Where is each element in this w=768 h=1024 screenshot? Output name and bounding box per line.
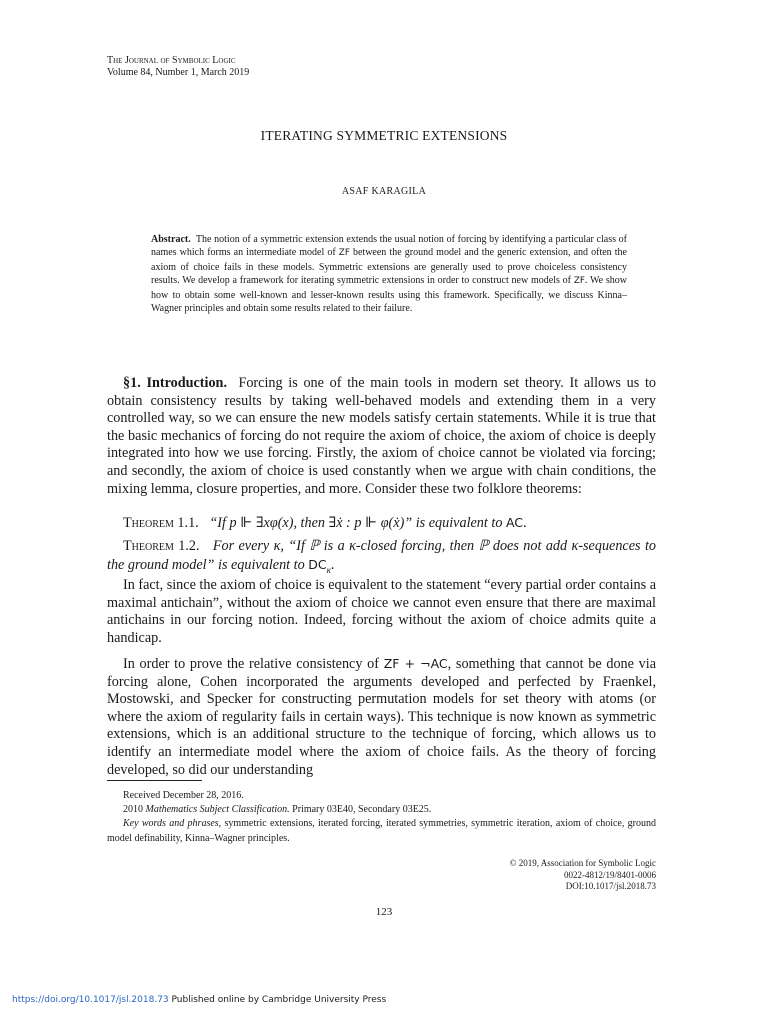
theorem-1-1-ac: AC — [505, 515, 524, 530]
footnote-divider — [107, 780, 202, 781]
abstract-zf-1: ZF — [338, 248, 350, 259]
journal-name: The Journal of Symbolic Logic — [107, 55, 236, 66]
intro-paragraph-3 — [107, 655, 656, 779]
paper-title: ITERATING SYMMETRIC EXTENSIONS — [260, 128, 508, 143]
para3-text-b: , something that cannot be done via forcing alone, Cohen incorporated the arguments developed and perfected by Fraenkel, Mostowski, and Specker for constructing permutation models for set theory with atoms (or where the axiom of regularity fails in certain ways). This technique is now known as symmetric extensions, which is an additional structure to the technique of forcing, which allows us to identify an intermediate model where the axiom of choice fails. As the theory of forcing developed, so did our understanding — [107, 656, 656, 778]
theorem-1-2-label: Theorem 1.2. — [123, 538, 200, 554]
abstract — [151, 233, 627, 315]
theorem-1-2-dc: DC — [308, 556, 327, 572]
abstract-text-a: The notion of a symmetric extension extends the usual notion of forcing by identifying a particular class of names which forms an intermediate model of — [151, 234, 627, 259]
msc-value: Primary 03E40, Secondary 03E25. — [289, 804, 432, 816]
theorem-1-1-statement: “If p ⊩ ∃xφ(x), then ∃ẋ : p ⊩ φ(ẋ)” is equivalent to — [209, 515, 506, 531]
section-heading: §1. Introduction. — [123, 375, 227, 391]
theorem-1-1 — [107, 514, 656, 533]
copyright-block — [400, 858, 656, 893]
bottom-bar — [12, 995, 386, 1005]
page-number: 123 — [375, 906, 393, 918]
theorem-1-2 — [107, 538, 656, 579]
para3-text-a: In order to prove the relative consistency of — [123, 656, 384, 672]
journal-volume: Volume 84, Number 1, March 2019 — [107, 67, 250, 78]
copyright-line: © 2019, Association for Symbolic Logic — [509, 858, 656, 868]
theorem-1-2-sub: κ — [326, 564, 331, 575]
published-text: Published online by Cambridge University Press — [168, 995, 387, 1005]
paper-author: ASAF KARAGILA — [341, 186, 427, 197]
abstract-text-c: . We show how to obtain some well-known and lesser-known results using this framework. Specifically, we discuss Kinna–Wagner principles and obtain some results related to their failure. — [151, 275, 628, 315]
doi-line: DOI:10.1017/jsl.2018.73 — [565, 881, 656, 891]
theorem-1-2-end: . — [330, 556, 335, 573]
intro-paragraph-1 — [107, 375, 656, 498]
journal-header — [107, 55, 249, 79]
doi-link[interactable]: https://doi.org/10.1017/jsl.2018.73 — [12, 995, 169, 1005]
keywords-value: , symmetric extensions, iterated forcing, iterated symmetries, symmetric iteration, axiom of choice, ground model definability, Kinna–Wagner principles. — [107, 818, 656, 844]
msc-label: Mathematics Subject Classification. — [145, 804, 290, 816]
footnotes — [107, 789, 656, 846]
theorem-1-1-end: . — [523, 515, 527, 531]
intro-text: Forcing is one of the main tools in modern set theory. It allows us to obtain consistency results by taking well-behaved models and extending them in a very controlled way, so we can ensure the new models satisfy certain statements. While it is true that the basic mechanics of forcing do not require the axiom of choice, the axiom of choice is deeply integrated into how we use forcing. Firstly, the axiom of choice cannot be violated via forcing; and secondly, the axiom of choice is used constantly when we argue with chain conditions, the mixing lemma, closure properties, and more. Consider these two folklore theorems: — [107, 375, 657, 497]
theorem-1-1-label: Theorem 1.1. — [123, 515, 199, 531]
keywords-label: Key words and phrases — [123, 818, 219, 830]
keywords — [107, 817, 656, 845]
msc-classification — [107, 803, 656, 817]
abstract-zf-2: ZF — [573, 276, 585, 287]
abstract-label: Abstract. — [151, 234, 191, 245]
para3-zf-not-ac: ZF + ¬AC — [383, 656, 448, 671]
abstract-text-b: between the ground model and the generic extension, and often the axiom of choice fails in these models. Symmetric extensions are generally used to prove choiceless consistency results. We develop a framework for iterating symmetric extensions in order to construct new models of — [151, 247, 628, 287]
issn-line: 0022-4812/19/8401-0006 — [564, 869, 656, 880]
intro-paragraph-2: In fact, since the axiom of choice is equivalent to the statement “every partial order contains a maximal antichain”, without the axiom of choice we cannot even ensure that there are maximal antichains in our forcing notion. Indeed, forcing without the axiom of choice admits quite a handicap. — [107, 577, 657, 646]
msc-year: 2010 — [123, 804, 146, 816]
theorem-1-2-statement: For every κ, “If ℙ is a κ-closed forcing, then ℙ does not add κ-sequences to the ground model” is equivalent to — [107, 538, 656, 573]
received-date: Received December 28, 2016. — [123, 790, 244, 801]
